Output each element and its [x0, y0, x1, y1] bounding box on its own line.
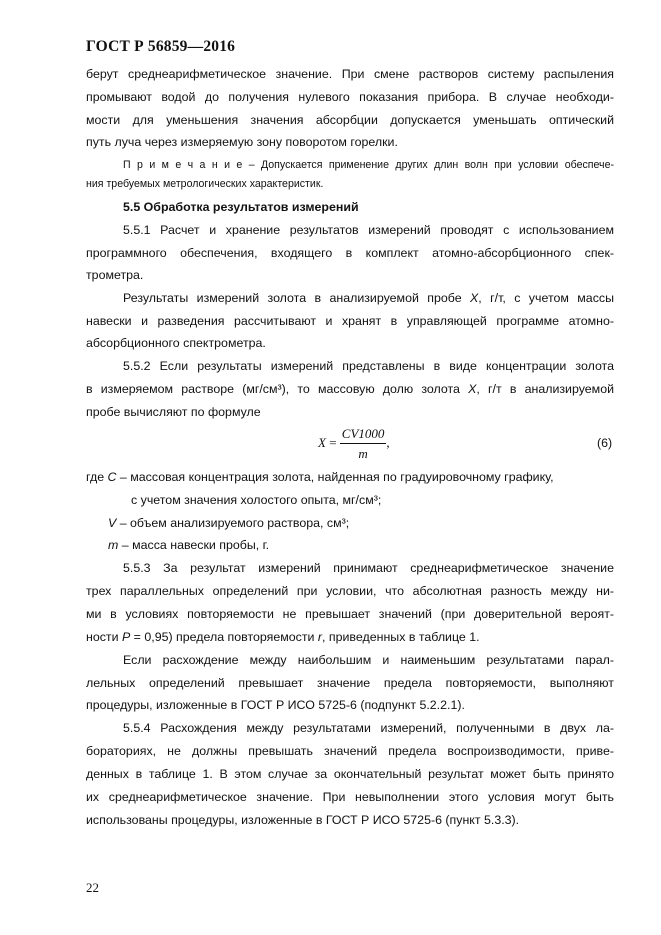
where-line: [86, 470, 614, 484]
where-line: [108, 538, 636, 552]
text-span: , г/т, с учетом массы: [478, 291, 614, 305]
formula-lhs: X: [318, 434, 326, 450]
text-line: берут среднеарифметическое значение. При смене растворов систему распыления: [86, 67, 614, 81]
text-line: лельных определений превышает значение предела повторяемости, выполняют: [86, 676, 614, 690]
text-line: денных в таблице 1. В этом случае за окончательный результат может быть принято: [86, 767, 614, 781]
section-title: 5.5 Обработка результатов измерений: [123, 200, 359, 214]
formula: [318, 426, 390, 462]
text-span: = 0,95) предела повторяемости: [130, 630, 318, 644]
text-span: , приведенных в таблице 1.: [322, 630, 480, 644]
variable-x: X: [468, 382, 477, 396]
text-line: трометра.: [86, 268, 144, 282]
variable-x: X: [470, 291, 479, 305]
text-span: – объем анализируемого раствора, см³;: [116, 516, 350, 530]
text-span: где: [86, 470, 108, 484]
text-line: бораториях, не должны превышать значений предела воспроизводимости, приве-: [86, 744, 614, 758]
where-line: [108, 516, 636, 530]
text-line: навески и разведения рассчитывают и хранят в управляющей программе атомно-: [86, 314, 614, 328]
text-line: 5.5.3 За результат измерений принимают среднеарифметическое значение: [123, 561, 614, 575]
text-line: 5.5.4 Расхождения между результатами измерений, полученными в двух ла-: [123, 721, 614, 735]
text-line: [86, 382, 614, 396]
note-line: П р и м е ч а н и е – Допускается применение других длин волн при условии обеспече-: [123, 159, 614, 171]
text-line: промывают водой до получения нулевого показания прибора. В случае необходи-: [86, 90, 614, 104]
variable-r: r: [317, 630, 323, 644]
variable-m: m: [108, 538, 119, 552]
text-line: мости для уменьшения значения абсорбции допускается уменьшать оптический: [86, 113, 614, 127]
text-span: – массовая концентрация золота, найденная по градуировочному графику,: [116, 470, 554, 484]
formula-denominator: m: [358, 446, 368, 461]
formula-number: (6): [597, 436, 613, 450]
variable-c: C: [107, 470, 117, 484]
text-line: Если расхождение между наибольшим и наименьшим результатами парал-: [123, 653, 614, 667]
text-span: ности: [86, 630, 122, 644]
text-line: [86, 630, 614, 644]
text-line: трех параллельных определений при условии, что абсолютная разность между ни-: [86, 584, 614, 598]
text-span: , г/т в анализируемой: [476, 382, 615, 396]
text-line: [123, 291, 614, 305]
document-header: ГОСТ Р 56859—2016: [86, 38, 236, 55]
text-line: программного обеспечения, входящего в комплект атомно-абсорбционного спек-: [86, 246, 614, 260]
text-span: в измеряемом растворе (мг/см³), то массовую долю золота: [86, 382, 469, 396]
where-line: с учетом значения холостого опыта, мг/см³;: [131, 493, 382, 507]
note-line: ния требуемых метрологических характеристик.: [86, 178, 324, 190]
formula-fraction: [340, 426, 390, 462]
formula-equals: =: [329, 434, 337, 450]
variable-p: P: [121, 630, 131, 644]
text-line: 5.5.1 Расчет и хранение результатов измерений проводят с использованием: [123, 223, 614, 237]
text-line: процедуры, изложенные в ГОСТ Р ИСО 5725-6 (подпункт 5.2.2.1).: [86, 698, 465, 712]
text-line: пробе вычисляют по формуле: [86, 405, 261, 419]
text-line: абсорбционного спектрометра.: [86, 336, 266, 350]
formula-comma: ,: [386, 434, 390, 450]
text-span: Результаты измерений золота в анализируемой пробе: [123, 291, 471, 305]
text-span: – масса навески пробы, г.: [118, 538, 270, 552]
text-line: путь луча через измеряемую зону поворотом горелки.: [86, 135, 398, 149]
text-line: их среднеарифметическое значение. При невыполнении этого условия могут быть: [86, 790, 614, 804]
text-line: использованы процедуры, изложенные в ГОСТ Р ИСО 5725-6 (пункт 5.3.3).: [86, 813, 520, 827]
variable-v: V: [108, 516, 117, 530]
text-line: 5.5.2 Если результаты измерений представлены в виде концентрации золота: [123, 359, 614, 373]
formula-numerator: CV1000: [340, 426, 387, 444]
text-line: ми в условиях повторяемости не превышает значений (при доверительной вероят-: [86, 607, 614, 621]
page-number: 22: [86, 880, 99, 895]
